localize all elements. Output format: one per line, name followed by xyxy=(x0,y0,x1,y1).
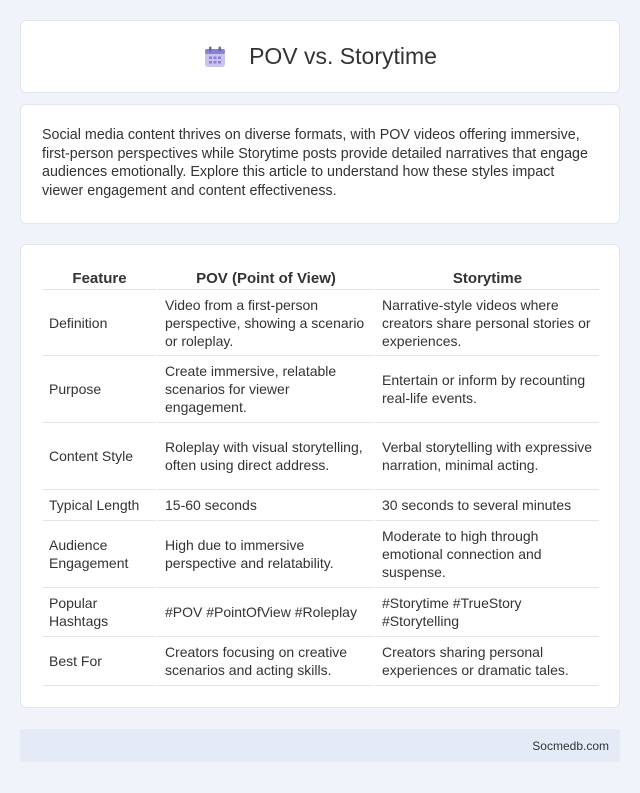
row-storytime-cell: 30 seconds to several minutes xyxy=(373,490,599,521)
comparison-card xyxy=(20,244,620,708)
table-row xyxy=(43,356,599,423)
table-row xyxy=(43,521,599,588)
intro-card xyxy=(20,104,620,224)
intro-paragraph: Social media content thrives on diverse formats, with POV videos offering immersive, first-person perspectives while Storytime posts provide detailed narratives that engage audiences emotionally. Explore this article to understand how these styles impact viewer engagement and content effectiveness. xyxy=(42,127,588,199)
footer-bar xyxy=(20,729,620,762)
header-pov: POV (Point of View) xyxy=(156,265,373,290)
row-feature-cell: Definition xyxy=(43,290,156,356)
title-wrap xyxy=(203,43,437,70)
row-storytime-cell: Moderate to high through emotional connection and suspense. xyxy=(373,521,599,588)
row-storytime-cell: #Storytime #TrueStory #Storytelling xyxy=(373,588,599,637)
row-pov-cell: High due to immersive perspective and relatability. xyxy=(156,521,373,588)
table-header-row xyxy=(43,265,599,290)
page-title: POV vs. Storytime xyxy=(249,43,437,69)
row-feature-cell: Popular Hashtags xyxy=(43,588,156,637)
table-row xyxy=(43,637,599,686)
row-storytime-cell: Verbal storytelling with expressive narration, minimal acting. xyxy=(373,423,599,490)
calendar-icon xyxy=(203,45,227,69)
row-pov-cell: Roleplay with visual storytelling, often using direct address. xyxy=(156,423,373,490)
row-storytime-cell: Creators sharing personal experiences or dramatic tales. xyxy=(373,637,599,686)
row-pov-cell: Creators focusing on creative scenarios and acting skills. xyxy=(156,637,373,686)
header-feature: Feature xyxy=(43,265,156,290)
title-card xyxy=(20,20,620,93)
comparison-table xyxy=(43,265,599,686)
row-pov-cell: Video from a first-person perspective, showing a scenario or roleplay. xyxy=(156,290,373,356)
row-storytime-cell: Entertain or inform by recounting real-life events. xyxy=(373,356,599,423)
row-pov-cell: #POV #PointOfView #Roleplay xyxy=(156,588,373,637)
row-feature-cell: Typical Length xyxy=(43,490,156,521)
table-row xyxy=(43,290,599,356)
row-storytime-cell: Narrative-style videos where creators share personal stories or experiences. xyxy=(373,290,599,356)
row-feature-cell: Content Style xyxy=(43,423,156,490)
row-pov-cell: Create immersive, relatable scenarios for viewer engagement. xyxy=(156,356,373,423)
header-storytime: Storytime xyxy=(373,265,599,290)
row-feature-cell: Audience Engagement xyxy=(43,521,156,588)
row-feature-cell: Purpose xyxy=(43,356,156,423)
table-row xyxy=(43,423,599,490)
footer-site-link[interactable]: Socmedb.com xyxy=(532,738,609,753)
row-pov-cell: 15-60 seconds xyxy=(156,490,373,521)
row-feature-cell: Best For xyxy=(43,637,156,686)
table-row xyxy=(43,490,599,521)
table-row xyxy=(43,588,599,637)
